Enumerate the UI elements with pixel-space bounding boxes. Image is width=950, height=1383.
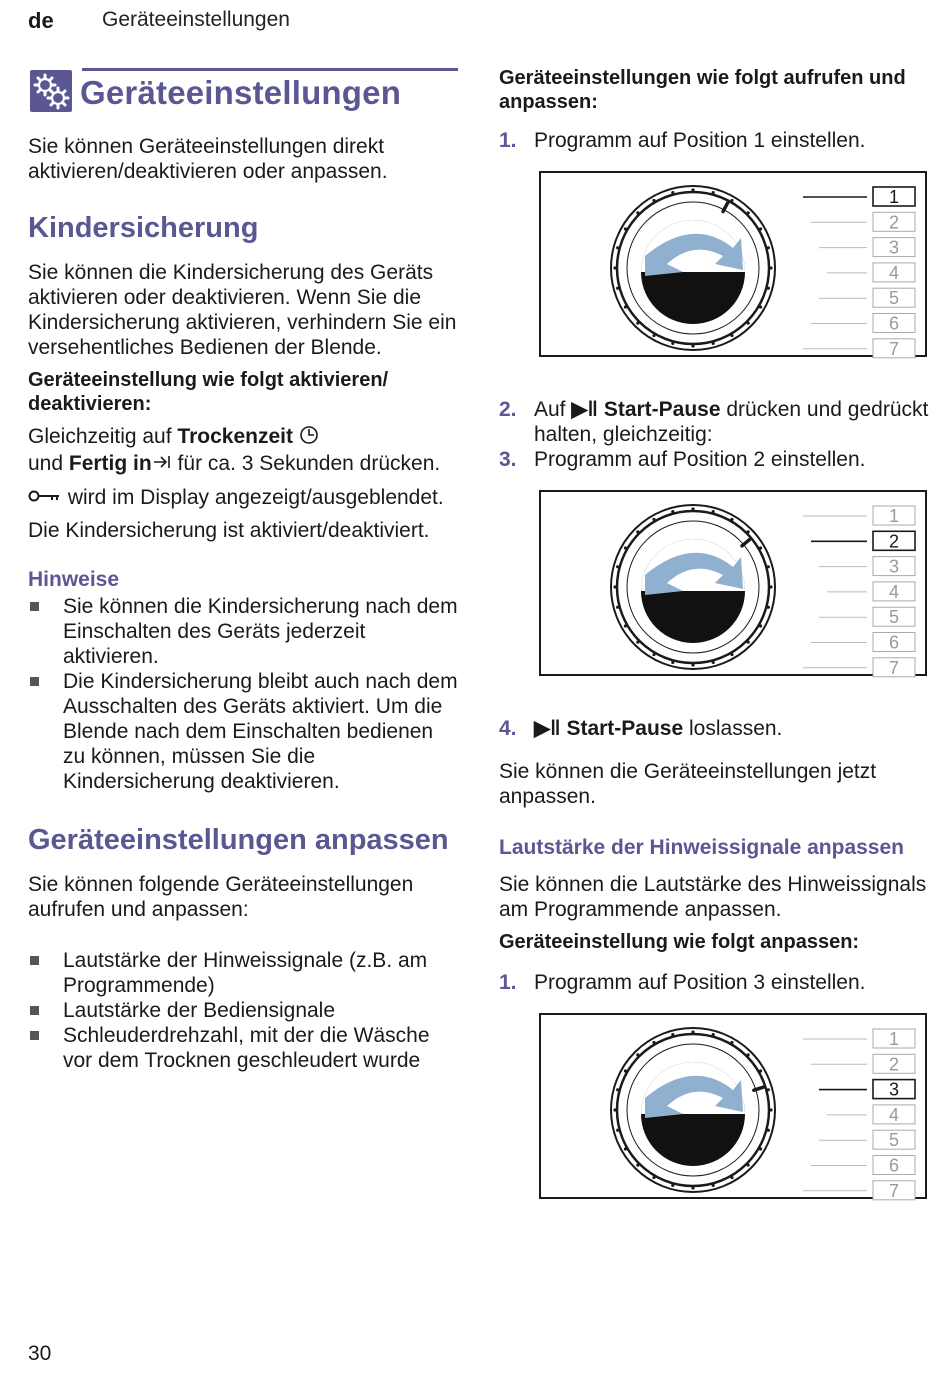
play-pause-icon: ▶‖ [534, 717, 561, 740]
position-label: 7 [888, 1180, 900, 1201]
position-label: 3 [888, 1079, 900, 1100]
position-label: 6 [888, 313, 900, 334]
step-4: 4. ▶‖ Start-Pause loslassen. [499, 717, 783, 740]
list-item: Lautstärke der Bediensignale [28, 998, 458, 1023]
position-label: 2 [888, 1054, 900, 1075]
position-label: 5 [888, 288, 900, 309]
position-label: 4 [888, 262, 900, 283]
gears-icon [30, 70, 72, 112]
key-icon [28, 485, 62, 510]
finish-time-icon [152, 452, 172, 477]
dial-figure-3 [539, 1013, 927, 1199]
open-settings-title: Geräteeinstellungen wie folgt aufrufen und anpassen: [499, 67, 906, 113]
header-language: de [28, 8, 54, 33]
step-3: 3. Programm auf Position 2 einstellen. [499, 448, 866, 471]
position-label: 2 [888, 212, 900, 233]
position-label: 1 [888, 187, 900, 207]
notes-heading: Hinweise [28, 568, 120, 591]
dial-figure-1 [539, 171, 927, 357]
lautstaerke-step-1: 1. Programm auf Position 3 einstellen. [499, 971, 866, 994]
position-label: 4 [888, 1104, 900, 1125]
page-title: Geräteeinstellungen [80, 74, 402, 111]
position-label: 6 [888, 632, 900, 653]
clock-icon [299, 425, 319, 451]
dial-figure-2 [539, 490, 927, 676]
right-column [499, 66, 929, 1199]
list-item: Schleuderdrehzahl, mit der die Wäsche vor dem Trocknen geschleudert wurde [28, 1023, 458, 1073]
position-label: 7 [888, 657, 900, 678]
step-2: 2. Auf ▶‖ Start-Pause drücken und gedrückt halten, gleichzeitig: [499, 398, 929, 446]
left-column [28, 60, 458, 1073]
display-note: wird im Display angezeigt/ausgeblendet. [28, 485, 458, 510]
list-item: Sie können die Kindersicherung nach dem Einschalten des Geräts jederzeit aktivieren. [28, 594, 458, 669]
position-label: 1 [888, 506, 900, 526]
settings-list [28, 948, 458, 1073]
list-item: Lautstärke der Hinweissignale (z.B. am Programmende) [28, 948, 458, 998]
lautstaerke-heading: Lautstärke der Hinweissignale anpassen [499, 836, 904, 859]
kindersicherung-result: Die Kindersicherung ist aktiviert/deaktiviert. [28, 519, 430, 542]
position-label: 5 [888, 607, 900, 628]
after-text: Sie können die Geräteeinstellungen jetzt anpassen. [499, 760, 877, 808]
kindersicherung-text: Sie können die Kindersicherung des Geräts aktivieren oder deaktivieren. Wenn Sie die Kindersicherung aktivieren, verhindern Sie ein versehentliches Bedienen der Blende. [28, 261, 457, 359]
notes-list [28, 594, 458, 794]
position-label: 6 [888, 1155, 900, 1176]
position-label: 5 [888, 1130, 900, 1151]
lautstaerke-instruction: Geräteeinstellung wie folgt anpassen: [499, 931, 860, 953]
kindersicherung-instruction-title: Geräteeinstellung wie folgt aktivieren/ deaktivieren: [28, 369, 389, 415]
play-pause-icon: ▶‖ [571, 398, 598, 421]
anpassen-heading: Geräteeinstellungen anpassen [28, 824, 449, 856]
kindersicherung-heading: Kindersicherung [28, 212, 259, 244]
position-label: 3 [888, 237, 900, 258]
position-label: 4 [888, 581, 900, 602]
intro-text: Sie können Geräteeinstellungen direkt aktivieren/deaktivieren oder anpassen. [28, 135, 388, 183]
position-label: 1 [888, 1029, 900, 1049]
step-1: 1. Programm auf Position 1 einstellen. [499, 129, 866, 152]
position-label: 2 [888, 531, 900, 552]
kindersicherung-step: Gleichzeitig auf Trockenzeit und Fertig in für ca. 3 Sekunden drücken. [28, 425, 441, 475]
header-title: Geräteeinstellungen [102, 8, 290, 31]
anpassen-intro: Sie können folgende Geräteeinstellungen aufrufen und anpassen: [28, 873, 414, 921]
heading-rule [82, 68, 458, 71]
position-label: 7 [888, 338, 900, 359]
position-label: 3 [888, 556, 900, 577]
page-number: 30 [28, 1342, 52, 1365]
section-heading-block [28, 60, 458, 116]
lautstaerke-text: Sie können die Lautstärke des Hinweissignals am Programmende anpassen. [499, 873, 927, 921]
list-item: Die Kindersicherung bleibt auch nach dem Ausschalten des Geräts aktiviert. Um die Blende nach dem Einschalten bedienen zu können, müssen Sie die Kindersicherung deaktivieren. [28, 669, 458, 794]
